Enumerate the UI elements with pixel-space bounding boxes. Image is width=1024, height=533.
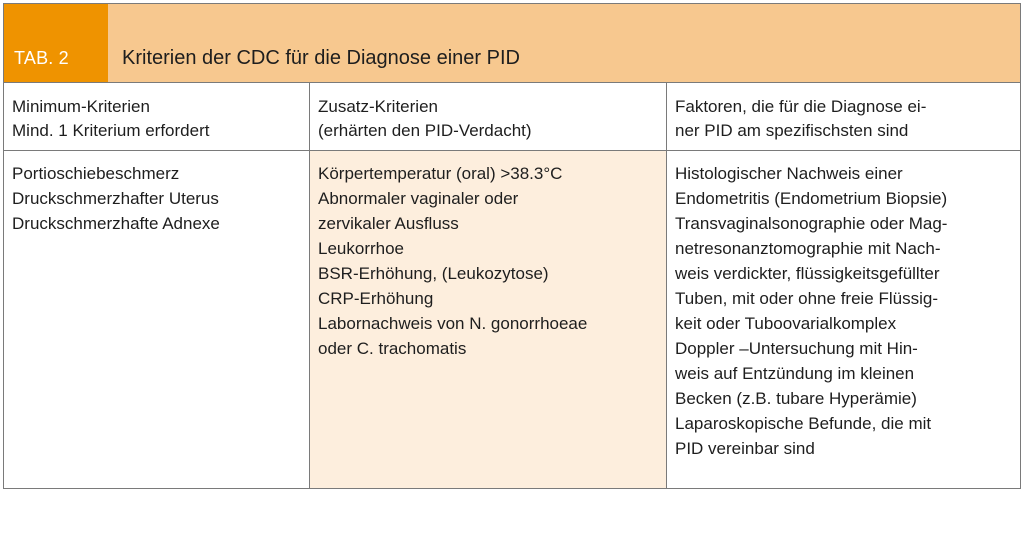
criterion-line: CRP-Erhöhung <box>318 289 434 308</box>
criterion-line: Endometritis (Endometrium Biopsie) <box>675 189 948 208</box>
criterion-line: Histologischer Nachweis einer <box>675 164 903 183</box>
criterion-line: Transvaginalsonographie oder Mag- <box>675 214 948 233</box>
criteria-table <box>3 3 1021 489</box>
cell-specific-factors <box>666 151 1020 488</box>
header-specific-factors <box>666 83 1020 150</box>
criterion-line: Abnormaler vaginaler oder <box>318 189 519 208</box>
criterion-line: Druckschmerzhafte Adnexe <box>12 214 220 233</box>
table-title: Kriterien der CDC für die Diagnose einer PID <box>122 47 520 69</box>
header-line: Minimum-Kriterien <box>12 97 150 116</box>
table-body-row <box>4 151 1020 488</box>
criterion-line: BSR-Erhöhung, (Leukozytose) <box>318 264 549 283</box>
header-line: Zusatz-Kriterien <box>318 97 438 116</box>
criterion-line: Laparoskopische Befunde, die mit <box>675 414 932 433</box>
criterion-line: zervikaler Ausfluss <box>318 214 459 233</box>
criterion-line: Portioschiebeschmerz <box>12 164 180 183</box>
header-line: (erhärten den PID-Verdacht) <box>318 121 532 140</box>
table-header-row <box>4 83 1020 151</box>
header-additional-criteria <box>309 83 666 150</box>
criterion-line: weis verdickter, flüssigkeitsgefüllter <box>675 264 940 283</box>
criterion-line: oder C. trachomatis <box>318 339 467 358</box>
header-line: Faktoren, die für die Diagnose ei- <box>675 97 927 116</box>
criterion-line: netresonanztomographie mit Nach- <box>675 239 941 258</box>
criterion-line: Druckschmerzhafter Uterus <box>12 189 219 208</box>
criterion-line: Körpertemperatur (oral) >38.3°C <box>318 164 563 183</box>
cell-additional-criteria <box>309 151 666 488</box>
table-title-bar <box>4 4 1020 83</box>
header-line: ner PID am spezifischsten sind <box>675 121 909 140</box>
header-line: Mind. 1 Kriterium erfordert <box>12 121 210 140</box>
criterion-line: PID vereinbar sind <box>675 439 815 458</box>
criterion-line: Becken (z.B. tubare Hyperämie) <box>675 389 917 408</box>
criterion-line: Doppler –Untersuchung mit Hin- <box>675 339 918 358</box>
header-minimum-criteria <box>4 83 309 150</box>
criterion-line: keit oder Tuboovarialkomplex <box>675 314 897 333</box>
criterion-line: weis auf Entzündung im kleinen <box>675 364 915 383</box>
table-number-label: TAB. 2 <box>14 48 69 68</box>
criterion-line: Labornachweis von N. gonorrhoeae <box>318 314 588 333</box>
criterion-line: Tuben, mit oder ohne freie Flüssig- <box>675 289 938 308</box>
table-number-box <box>4 4 108 82</box>
cell-minimum-criteria <box>4 151 309 488</box>
criterion-line: Leukorrhoe <box>318 239 405 258</box>
